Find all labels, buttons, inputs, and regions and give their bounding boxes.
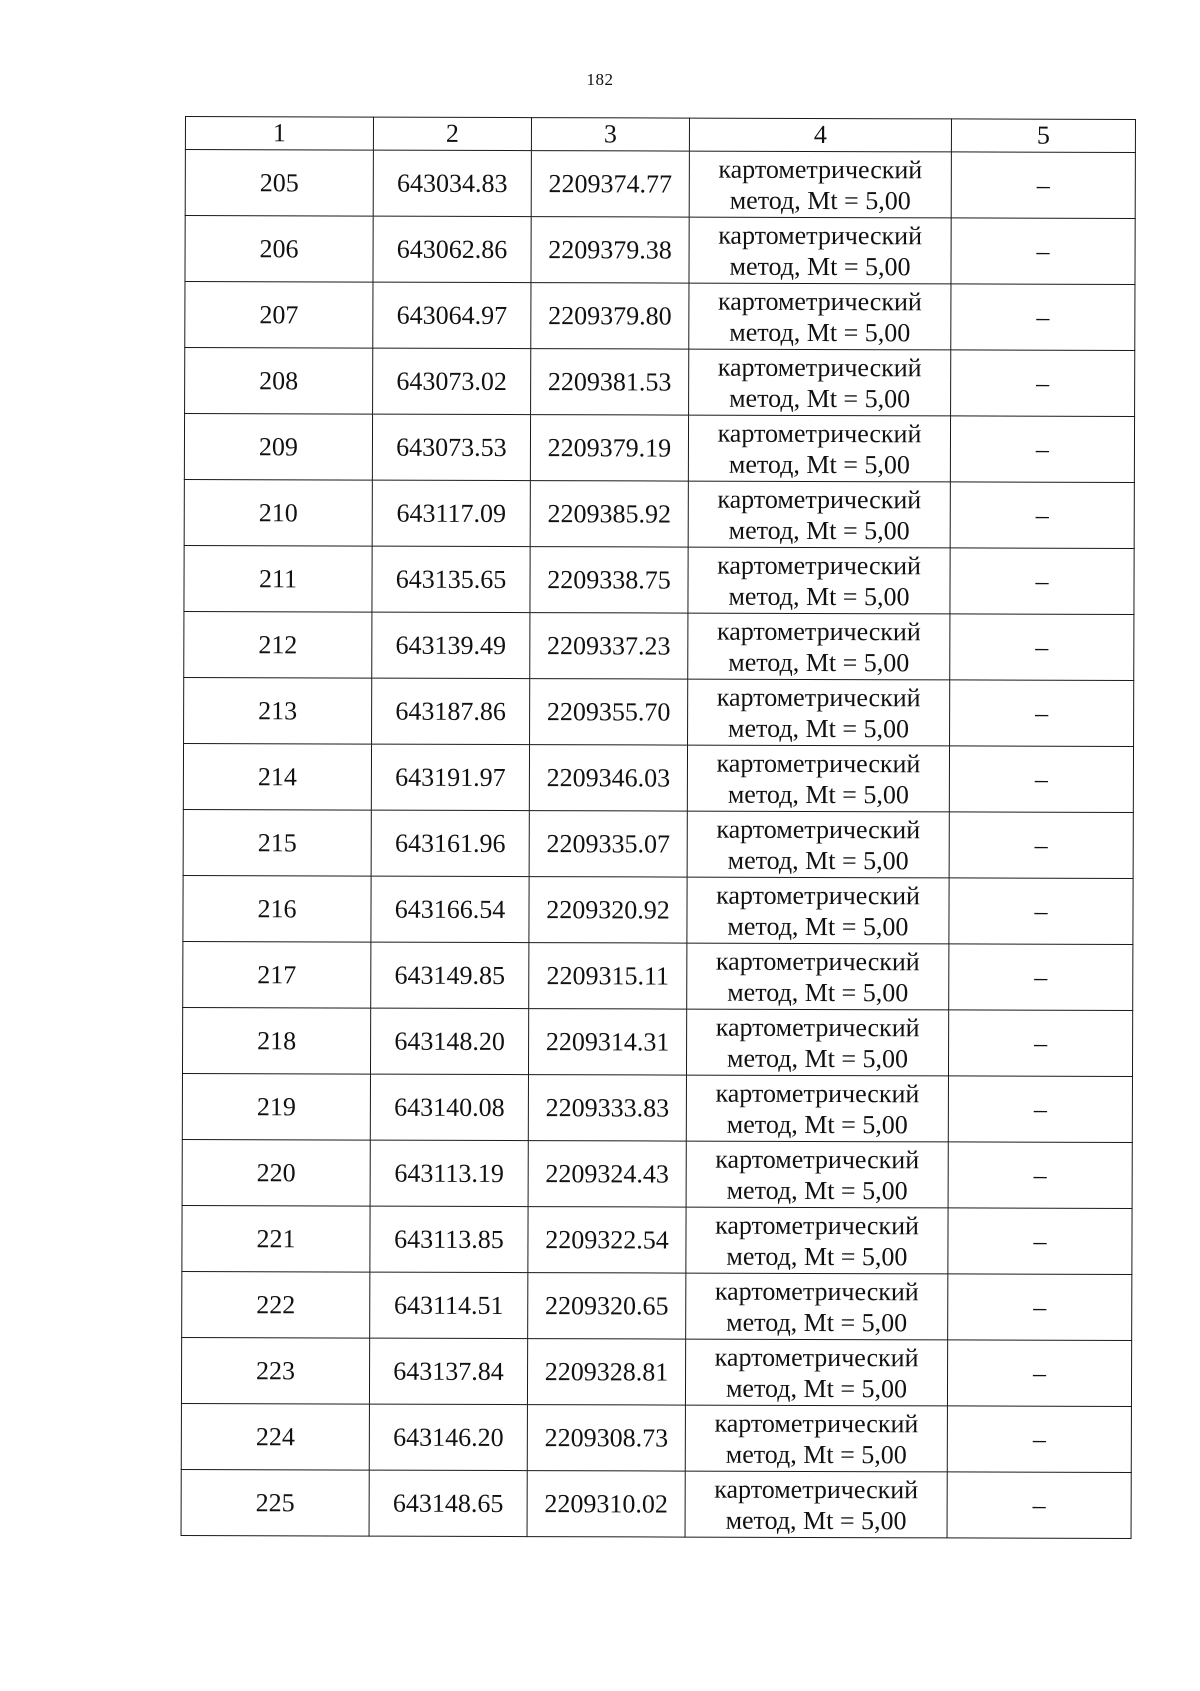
note-cell: – [948,1208,1132,1275]
point-number-cell: 223 [181,1337,369,1404]
method-line-2: метод, Mt = 5,00 [729,317,911,347]
y-coordinate-cell: 2209338.75 [530,547,688,613]
note-cell: – [949,746,1133,813]
method-line-2: метод, Mt = 5,00 [727,911,909,941]
x-coordinate-cell: 643191.97 [371,744,529,810]
column-header-5: 5 [951,119,1135,153]
method-cell [688,415,950,482]
y-coordinate-cell: 2209379.19 [530,415,688,481]
method-line-1: картометрический [714,1474,919,1504]
y-coordinate-cell: 2209337.23 [530,613,688,679]
method-cell [686,1075,948,1142]
x-coordinate-cell: 643062.86 [373,216,531,282]
table-row [182,1073,1132,1142]
method-line-2: метод, Mt = 5,00 [728,581,910,611]
y-coordinate-cell: 2209374.77 [531,151,689,217]
point-number-cell: 220 [182,1139,370,1206]
table-row [181,1337,1131,1406]
method-line-1: картометрический [718,154,923,184]
column-header-3: 3 [531,118,689,151]
method-cell [687,745,949,812]
method-line-1: картометрический [716,682,921,712]
x-coordinate-cell: 643073.02 [373,348,531,414]
y-coordinate-cell: 2209322.54 [528,1207,686,1273]
note-cell: – [950,548,1134,615]
x-coordinate-cell: 643114.51 [370,1272,528,1338]
method-line-1: картометрический [714,1408,919,1438]
y-coordinate-cell: 2209320.65 [528,1273,686,1339]
method-cell [686,1273,948,1340]
note-cell: – [948,1076,1132,1143]
method-line-2: метод, Mt = 5,00 [728,647,910,677]
y-coordinate-cell: 2209355.70 [530,679,688,745]
note-cell: – [948,1010,1132,1077]
method-line-1: картометрический [716,880,921,910]
method-cell [688,481,950,548]
y-coordinate-cell: 2209314.31 [528,1009,686,1075]
x-coordinate-cell: 643140.08 [370,1074,528,1140]
y-coordinate-cell: 2209346.03 [529,745,687,811]
method-line-2: метод, Mt = 5,00 [725,1373,908,1403]
method-cell [686,1009,948,1076]
table-row [185,348,1135,417]
point-number-cell: 219 [182,1073,370,1140]
method-line-2: метод, Mt = 5,00 [727,845,909,875]
note-cell: – [947,1406,1131,1473]
y-coordinate-cell: 2209381.53 [531,349,689,415]
method-line-2: метод, Mt = 5,00 [728,515,910,545]
x-coordinate-cell: 643187.86 [372,678,530,744]
table-row [182,1205,1132,1274]
table-row [184,545,1134,614]
table-row [182,1271,1132,1340]
y-coordinate-cell: 2209328.81 [527,1339,685,1405]
note-cell: – [950,614,1134,681]
page-number: 182 [586,70,614,89]
y-coordinate-cell: 2209324.43 [528,1141,686,1207]
method-line-1: картометрический [718,220,923,250]
method-line-2: метод, Mt = 5,00 [726,1109,908,1139]
method-line-1: картометрический [717,418,922,448]
x-coordinate-cell: 643064.97 [373,282,531,348]
method-line-2: метод, Mt = 5,00 [726,1043,909,1073]
method-line-2: метод, Mt = 5,00 [725,1439,907,1469]
point-number-cell: 212 [184,611,372,678]
method-cell [689,349,951,416]
x-coordinate-cell: 643113.85 [370,1206,528,1272]
table-row [184,479,1134,548]
method-cell [685,1471,947,1538]
table-row [183,875,1133,944]
point-number-cell: 216 [183,875,371,942]
method-line-1: картометрический [715,946,920,976]
x-coordinate-cell: 643113.19 [370,1140,528,1206]
point-number-cell: 210 [184,479,372,546]
note-cell: – [947,1472,1131,1539]
table-row [183,941,1133,1010]
note-cell: – [948,1274,1132,1341]
y-coordinate-cell: 2209379.38 [531,217,689,283]
method-line-2: метод, Mt = 5,00 [729,383,911,413]
table-row [185,216,1135,285]
y-coordinate-cell: 2209315.11 [529,943,687,1009]
note-cell: – [949,944,1133,1011]
note-cell: – [951,218,1135,285]
table-row [184,611,1134,680]
point-number-cell: 211 [184,545,372,612]
method-line-2: метод, Mt = 5,00 [726,1175,908,1205]
note-cell: – [948,1142,1132,1209]
point-number-cell: 218 [182,1007,370,1074]
table-body [181,150,1135,1539]
x-coordinate-cell: 643148.65 [369,1470,527,1536]
y-coordinate-cell: 2209385.92 [530,481,688,547]
point-number-cell: 224 [181,1403,369,1470]
method-cell [686,1141,948,1208]
point-number-cell: 222 [182,1271,370,1338]
table-row [181,1403,1131,1472]
x-coordinate-cell: 643117.09 [372,480,530,546]
x-coordinate-cell: 643135.65 [372,546,530,612]
x-coordinate-cell: 643166.54 [371,876,529,942]
x-coordinate-cell: 643073.53 [372,414,530,480]
method-line-2: метод, Mt = 5,00 [728,449,910,479]
y-coordinate-cell: 2209310.02 [527,1471,685,1537]
method-cell [686,1207,948,1274]
point-number-cell: 206 [185,216,373,283]
table-row [185,150,1135,219]
note-cell: – [950,482,1134,549]
table-row [183,809,1133,878]
method-line-1: картометрический [717,484,922,514]
method-line-2: метод, Mt = 5,00 [726,1241,908,1271]
method-line-1: картометрический [716,616,921,646]
method-cell [688,547,950,614]
point-number-cell: 213 [184,677,372,744]
method-line-1: картометрический [716,748,921,778]
coordinates-table [181,116,1136,1539]
point-number-cell: 221 [182,1205,370,1272]
table-row [182,1007,1132,1076]
point-number-cell: 217 [183,941,371,1008]
point-number-cell: 215 [183,809,371,876]
method-line-2: метод, Mt = 5,00 [727,977,909,1007]
note-cell: – [949,812,1133,879]
note-cell: – [949,878,1133,945]
x-coordinate-cell: 643034.83 [373,150,531,216]
method-line-1: картометрический [716,814,921,844]
note-cell: – [951,350,1135,417]
note-cell: – [951,152,1135,219]
y-coordinate-cell: 2209308.73 [527,1405,685,1471]
method-line-1: картометрический [717,550,922,580]
table-header [185,117,1135,153]
method-line-2: метод, Mt = 5,00 [729,185,911,215]
y-coordinate-cell: 2209379.80 [531,283,689,349]
method-cell [688,613,950,680]
point-number-cell: 225 [181,1469,369,1536]
y-coordinate-cell: 2209335.07 [529,811,687,877]
method-line-1: картометрический [715,1210,919,1240]
header-row [185,117,1135,153]
column-header-1: 1 [185,117,373,151]
x-coordinate-cell: 643148.20 [370,1008,528,1074]
method-cell [687,943,949,1010]
method-line-2: метод, Mt = 5,00 [726,1307,908,1337]
note-cell: – [950,680,1134,747]
method-line-1: картометрический [717,352,922,382]
method-line-1: картометрический [715,1078,920,1108]
column-header-2: 2 [373,117,531,150]
x-coordinate-cell: 643149.85 [371,942,529,1008]
table-row [183,743,1133,812]
method-line-1: картометрический [717,286,922,316]
method-line-2: метод, Mt = 5,00 [725,1505,907,1535]
y-coordinate-cell: 2209320.92 [529,877,687,943]
table-row [185,282,1135,351]
point-number-cell: 209 [184,414,372,481]
point-number-cell: 214 [183,743,371,810]
table-row [182,1139,1132,1208]
method-cell [689,283,951,350]
method-line-1: картометрический [715,1012,920,1042]
column-header-4: 4 [689,118,951,152]
method-cell [685,1405,947,1472]
note-cell: – [947,1340,1131,1407]
point-number-cell: 205 [185,150,373,217]
method-line-2: метод, Mt = 5,00 [728,713,910,743]
x-coordinate-cell: 643139.49 [372,612,530,678]
method-cell [687,811,949,878]
table-row [181,1469,1131,1538]
method-cell [688,679,950,746]
method-line-1: картометрический [714,1342,919,1372]
table-row [184,414,1134,483]
x-coordinate-cell: 643161.96 [371,810,529,876]
method-cell [685,1339,947,1406]
y-coordinate-cell: 2209333.83 [528,1075,686,1141]
method-cell [689,151,951,218]
method-cell [687,877,949,944]
method-cell [689,217,951,284]
x-coordinate-cell: 643137.84 [369,1338,527,1404]
note-cell: – [950,416,1134,483]
method-line-2: метод, Mt = 5,00 [729,251,911,281]
method-line-2: метод, Mt = 5,00 [727,779,909,809]
table-row [184,677,1134,746]
point-number-cell: 207 [185,282,373,349]
point-number-cell: 208 [185,348,373,415]
method-line-1: картометрический [714,1276,919,1306]
method-line-1: картометрический [715,1144,920,1174]
x-coordinate-cell: 643146.20 [369,1404,527,1470]
note-cell: – [951,284,1135,351]
